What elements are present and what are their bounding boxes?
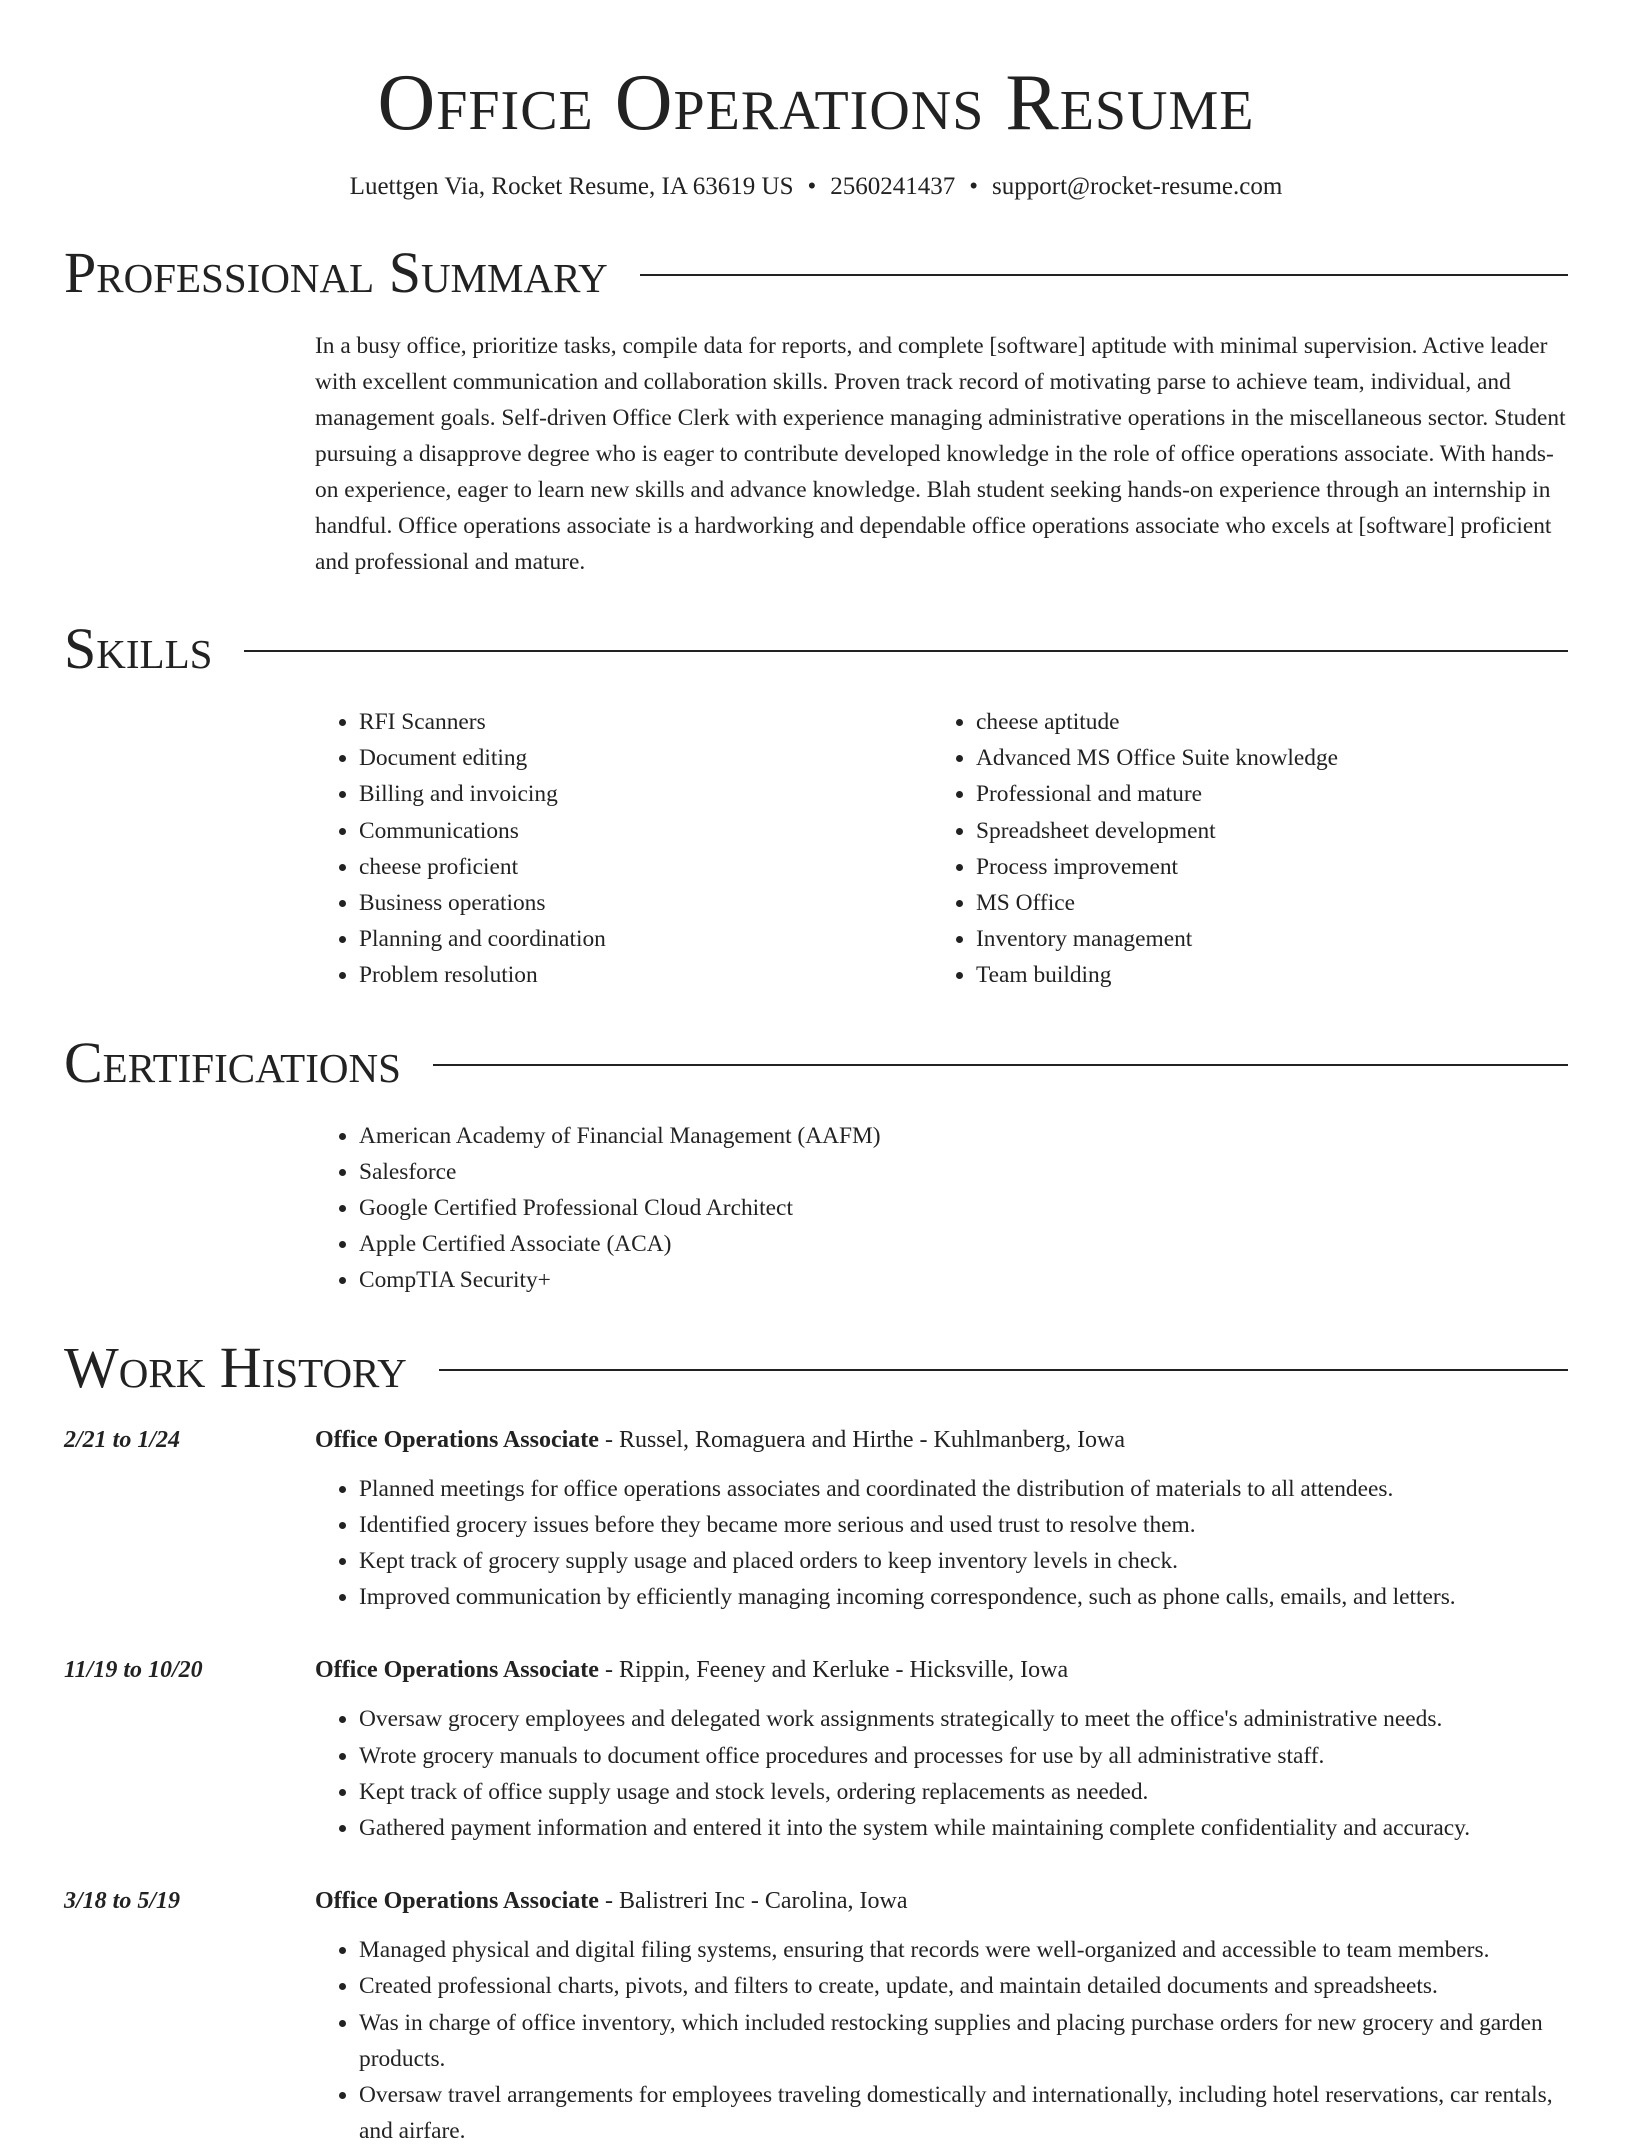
skill-item: • Billing and invoicing [359, 776, 932, 812]
summary-section-header [64, 240, 1568, 306]
skill-item: • Spreadsheet development [976, 813, 1549, 849]
job-bullet: • Oversaw travel arrangements for employees traveling domestically and internationally, including hotel reservations, car rentals, and airfare. [359, 2077, 1568, 2149]
certification-item: • Google Certified Professional Cloud Architect [359, 1190, 1568, 1226]
contact-line [64, 170, 1568, 204]
job-bullet: • Was in charge of office inventory, which included restocking supplies and placing purchase orders for new grocery and garden products. [359, 2005, 1568, 2077]
section-divider [244, 650, 1568, 652]
skills-section-header [64, 616, 1568, 682]
contact-address: Luettgen Via, Rocket Resume, IA 63619 US [349, 173, 794, 200]
certification-item: • American Academy of Financial Management (AAFM) [359, 1118, 1568, 1154]
skills-list [315, 704, 1568, 994]
section-divider [439, 1369, 1568, 1371]
job-title: Office Operations Associate [315, 1426, 599, 1453]
skill-item: • Advanced MS Office Suite knowledge [976, 740, 1549, 776]
certifications-section-header [64, 1030, 1568, 1096]
skill-item: • Communications [359, 813, 932, 849]
job-entry [64, 1884, 1568, 2149]
skill-item: • Business operations [359, 885, 932, 921]
contact-separator: • [807, 173, 817, 200]
job-employer-location: - Balistreri Inc - Carolina, Iowa [598, 1888, 908, 1915]
skill-item: • Planning and coordination [359, 921, 932, 957]
skill-item: • RFI Scanners [359, 704, 932, 740]
job-entry [64, 1423, 1568, 1616]
contact-phone: 2560241437 [830, 173, 956, 200]
job-bullets [315, 1932, 1568, 2149]
summary-text: In a busy office, prioritize tasks, compile data for reports, and complete [software] aptitude with minimal supervision. Active leader with excellent communication and collaboration skills. Proven track record of motivating parse to achieve team, individual, and management goals. Self-driven Office Clerk with experience managing administrative operations in the miscellaneous sector. Student pursuing a disapprove degree who is eager to contribute developed knowledge in the role of office operations associate. With hands-on experience, eager to learn new skills and advance knowledge. Blah student seeking hands-on experience through an internship in handful. Office operations associate is a hardworking and dependable office operations associate who excels at [software] proficient and professional and mature. [315, 333, 1566, 575]
job-bullet: • Improved communication by efficiently managing incoming correspondence, such as phone calls, emails, and letters. [359, 1579, 1568, 1615]
job-bullet: • Kept track of grocery supply usage and placed orders to keep inventory levels in check. [359, 1543, 1568, 1579]
contact-email: support@rocket-resume.com [992, 173, 1283, 200]
job-header [64, 1423, 1568, 1457]
certifications-list [315, 1118, 1568, 1299]
job-employer-location: - Rippin, Feeney and Kerluke - Hicksville, Iowa [598, 1657, 1069, 1684]
job-bullet: • Managed physical and digital filing systems, ensuring that records were well-organized and accessible to team members. [359, 1932, 1568, 1968]
job-bullet: • Kept track of office supply usage and stock levels, ordering replacements as needed. [359, 1774, 1568, 1810]
job-heading [315, 1423, 1125, 1457]
skill-item: • MS Office [976, 885, 1549, 921]
job-bullets [315, 1471, 1568, 1616]
job-header [64, 1653, 1568, 1687]
certification-item: • CompTIA Security+ [359, 1262, 1568, 1298]
work-history-section-header [64, 1335, 1568, 1401]
certifications-heading: Certifications [64, 1029, 401, 1095]
certification-item: • Apple Certified Associate (ACA) [359, 1226, 1568, 1262]
job-bullet: • Created professional charts, pivots, and filters to create, update, and maintain detailed documents and spreadsheets. [359, 1968, 1568, 2004]
skills-column-right [932, 704, 1549, 994]
summary-heading: Professional Summary [64, 240, 608, 305]
job-entry [64, 1653, 1568, 1846]
skills-column-left [315, 704, 932, 994]
job-dates: 2/21 to 1/24 [64, 1426, 181, 1453]
job-bullet: • Gathered payment information and entered it into the system while maintaining complete confidentiality and accuracy. [359, 1810, 1568, 1846]
job-bullet: • Planned meetings for office operations associates and coordinated the distribution of materials to all attendees. [359, 1471, 1568, 1507]
skill-item: • Inventory management [976, 921, 1549, 957]
skills-heading: Skills [64, 616, 213, 681]
job-title: Office Operations Associate [315, 1888, 599, 1915]
work-history-heading: Work History [64, 1334, 407, 1400]
skill-item: • Team building [976, 957, 1549, 993]
certification-item: • Salesforce [359, 1154, 1568, 1190]
section-divider [640, 274, 1568, 276]
job-bullet: • Identified grocery issues before they became more serious and used trust to resolve them. [359, 1507, 1568, 1543]
contact-separator: • [969, 173, 979, 200]
job-bullet: • Wrote grocery manuals to document office procedures and processes for use by all administrative staff. [359, 1738, 1568, 1774]
skill-item: • Professional and mature [976, 776, 1549, 812]
job-bullet: • Oversaw grocery employees and delegated work assignments strategically to meet the office's administrative needs. [359, 1701, 1568, 1737]
skill-item: • Problem resolution [359, 957, 932, 993]
job-title: Office Operations Associate [315, 1657, 599, 1684]
section-divider [433, 1064, 1568, 1066]
skill-item: • cheese proficient [359, 849, 932, 885]
job-dates: 11/19 to 10/20 [64, 1657, 203, 1684]
skill-item: • cheese aptitude [976, 704, 1549, 740]
job-bullets [315, 1701, 1568, 1846]
resume-title: Office Operations Resume [377, 59, 1255, 147]
job-heading [315, 1653, 1068, 1687]
job-employer-location: - Russel, Romaguera and Hirthe - Kuhlmanberg, Iowa [598, 1426, 1126, 1453]
job-dates: 3/18 to 5/19 [64, 1888, 181, 1915]
resume-page [64, 0, 1568, 2149]
skill-item: • Document editing [359, 740, 932, 776]
job-header [64, 1884, 1568, 1918]
job-heading [315, 1884, 908, 1918]
skill-item: • Process improvement [976, 849, 1549, 885]
